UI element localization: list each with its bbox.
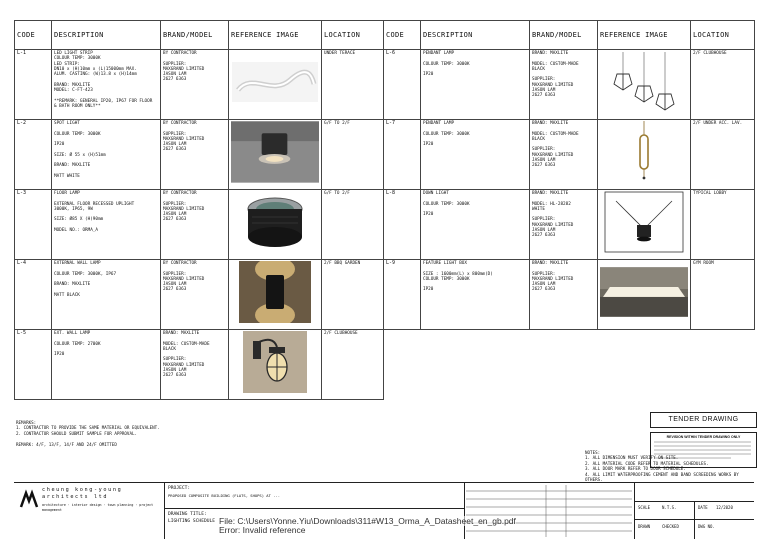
tender-note-text: REVISION WITHIN TENDER DRAWING ONLY (666, 435, 741, 439)
wall-lamp-image (231, 261, 319, 323)
item-code: L-6 (384, 50, 421, 120)
header-row (15, 21, 755, 50)
drawn-label: DRAWN (638, 524, 651, 529)
dwg-no-label: DWG NO. (698, 524, 715, 529)
project-label: PROJECT: (168, 486, 191, 491)
item-location: GYM ROOM (691, 260, 755, 330)
item-description: SPOT LIGHT COLOUR TEMP: 3000K IP20 SIZE: Ø 55 x (H)51mm BRAND: MAXLITE MATT WHITE (52, 120, 161, 190)
item-brand: BRAND: MAXLITE MODEL: CUSTOM-MADE BLACK SUPPLIER: MAXGRAND LIMITED JASON LAM 2627 6363 (161, 330, 229, 400)
scale-value: N.T.S. (662, 505, 677, 510)
item-location: 2/F CLUBHOUSE (691, 50, 755, 120)
item-code: L-9 (384, 260, 421, 330)
header-brand-model: BRAND/MODEL (161, 21, 229, 50)
item-brand: BRAND: MAXLITE MODEL: CUSTOM-MADE BLACK SUPPLIER: MAXGRAND LIMITED JASON LAM 2627 6363 (530, 50, 598, 120)
reference-image-cell (229, 50, 322, 120)
item-code: L-2 (15, 120, 52, 190)
tender-drawing-label: TENDER DRAWING (650, 412, 757, 428)
remarks-block: REMARKS: 1. CONTRACTOR TO PROVIDE THE SAME MATERIAL OR EQUIVALENT. 2. CONTRACTOR SHOULD SUBMIT SAMPLE FOR APPROVAL. REMARK: 4/F, 13/F, 14/F AND 24/F OMITTED (16, 420, 160, 447)
date-value: 12/2020 (716, 505, 733, 510)
drawing-sheet (14, 20, 754, 538)
reference-image-cell (598, 120, 691, 190)
divider (464, 483, 465, 539)
floor-uplight-image (231, 191, 319, 253)
item-location: 2/F BBQ GARDEN (322, 260, 384, 330)
item-location: 2/F CLUBHOUSE (322, 330, 384, 400)
header-location-right: LOCATION (691, 21, 755, 50)
item-location: UNDER TERACE (322, 50, 384, 120)
scale-label: SCALE (638, 505, 651, 510)
title-block (14, 482, 754, 539)
item-code: L-8 (384, 190, 421, 260)
item-brand: BY CONTRACTOR SUPPLIER: MAXGRAND LIMITED JASON LAM 2627 6363 (161, 190, 229, 260)
table-row (15, 120, 755, 190)
header-location: LOCATION (322, 21, 384, 50)
notes-block: NOTES: 1. ALL DIMENSION MUST VERIFY ON SITE. 2. ALL MATERIAL CODE REFER TO MATERIAL SCHEDULES. 3. ALL DOOR MARK REFER TO DOOR SCHEDULE. 4. ALL LIMIT WATERPROOFING CEMENT AND BAND SCREEDING WORKS BY OTHERS. (585, 450, 739, 483)
header-code: CODE (15, 21, 52, 50)
reference-image-cell (598, 190, 691, 260)
divider (694, 501, 695, 539)
header-code-right: CODE (384, 21, 421, 50)
reference-image-cell (598, 50, 691, 120)
header-reference-image-right: REFERENCE IMAGE (598, 21, 691, 50)
firm-logo (18, 489, 40, 516)
reference-image-cell (229, 190, 322, 260)
header-description: DESCRIPTION (52, 21, 161, 50)
item-description: DOWN LIGHT COLOUR TEMP: 3000K IP20 (421, 190, 530, 260)
divider (634, 483, 635, 539)
item-description: EXT. WALL LAMP COLOUR TEMP: 2700K IP20 (52, 330, 161, 400)
reference-image-cell (229, 330, 322, 400)
item-code: L-7 (384, 120, 421, 190)
firm-logo-icon (18, 489, 40, 511)
divider (164, 508, 464, 509)
item-description: PENDANT LAMP COLOUR TEMP: 3000K IP20 (421, 50, 530, 120)
item-location: G/F TO 2/F (322, 120, 384, 190)
item-description: FEATURE LIGHT BOX SIZE : 1600mm(L) x 800mm(D) COLOUR TEMP: 3000K IP20 (421, 260, 530, 330)
firm-tagline: architecture · interior design · town planning · project management (42, 503, 154, 512)
cage-wall-lamp-image (231, 331, 319, 393)
pendant-rod-image (600, 121, 688, 183)
item-location: TYPICAL LOBBY (691, 190, 755, 260)
reference-image-cell (598, 260, 691, 330)
error-overlay: Error: Invalid reference (219, 525, 306, 535)
down-light-image (600, 191, 688, 253)
item-location: G/F TO 2/F (322, 190, 384, 260)
item-code: L-1 (15, 50, 52, 120)
item-code: L-5 (15, 330, 52, 400)
item-brand: BY CONTRACTOR SUPPLIER: MAXGRAND LIMITED JASON LAM 2627 6363 (161, 260, 229, 330)
divider (164, 483, 165, 539)
reference-image-cell (229, 260, 322, 330)
item-brand: BRAND: MAXLITE MODEL: HL-28282 WHITE SUPPLIER: MAXGRAND LIMITED JASON LAM 2627 6363 (530, 190, 598, 260)
item-description: PENDANT LAMP COLOUR TEMP: 3000K IP20 (421, 120, 530, 190)
file-path-overlay: File: C:\Users\Yonne.Yiu\Downloads\311#W13_Orma_A_Datasheet_en_gb.pdf (219, 516, 516, 526)
table-row (15, 190, 755, 260)
table-row (15, 50, 755, 120)
empty-cell (384, 330, 755, 400)
table-row (15, 330, 755, 400)
drawing-title-value: LIGHTING SCHEDULE (168, 519, 216, 524)
checked-label: CHECKED (662, 524, 679, 529)
header-reference-image: REFERENCE IMAGE (229, 21, 322, 50)
item-location: 2/F UNDER ACC. LAV. (691, 120, 755, 190)
item-brand: BY CONTRACTOR SUPPLIER: MAXGRAND LIMITED JASON LAM 2627 6363 (161, 50, 229, 120)
item-code: L-4 (15, 260, 52, 330)
project-value: PROPOSED COMPOSITE BUILDING (FLATS, SHOPS) AT ... (168, 493, 281, 498)
table-row (15, 260, 755, 330)
item-brand: BRAND: MAXLITE SUPPLIER: MAXGRAND LIMITED JASON LAM 2627 6363 (530, 260, 598, 330)
led-strip-image (231, 51, 319, 113)
pendant-cage-image (600, 51, 688, 113)
lighting-schedule-table (14, 20, 755, 400)
item-brand: BY CONTRACTOR SUPPLIER: MAXGRAND LIMITED JASON LAM 2627 6363 (161, 120, 229, 190)
date-label: DATE (698, 505, 708, 510)
header-brand-model-right: BRAND/MODEL (530, 21, 598, 50)
firm-name: cheung kong-young architects ltd (42, 487, 123, 500)
drawing-title-label: DRAWING TITLE: (168, 512, 207, 517)
item-description: FLOOR LAMP EXTERNAL FLOOR RECESSED UPLIGHT 3000K, IP65, 9W SIZE: Ø85 X (H)90mm MODEL NO.: ORMA_A (52, 190, 161, 260)
revision-grid (466, 485, 632, 537)
item-brand: BRAND: MAXLITE MODEL: CUSTOM-MADE BLACK SUPPLIER: MAXGRAND LIMITED JASON LAM 2627 6363 (530, 120, 598, 190)
light-box-image (600, 261, 688, 323)
item-description: LED LIGHT STRIP COLOUR TEMP: 3000K LED STRIP: DN10 x (H)10mm x (L)15000mm MAX. ALUM. CASTING: (W)13.8 x (H)14mm BRAND: MAXLITE MODEL: C-FT-423 **REMARK: GENERAL IP20, IP67 FOR FLOOR & BATH ROOM ONLY** (52, 50, 161, 120)
item-description: EXTERNAL WALL LAMP COLOUR TEMP: 3000K, IP67 BRAND: MAXLITE MATT BLACK (52, 260, 161, 330)
item-code: L-3 (15, 190, 52, 260)
header-description-right: DESCRIPTION (421, 21, 530, 50)
spot-light-image (231, 121, 319, 183)
reference-image-cell (229, 120, 322, 190)
